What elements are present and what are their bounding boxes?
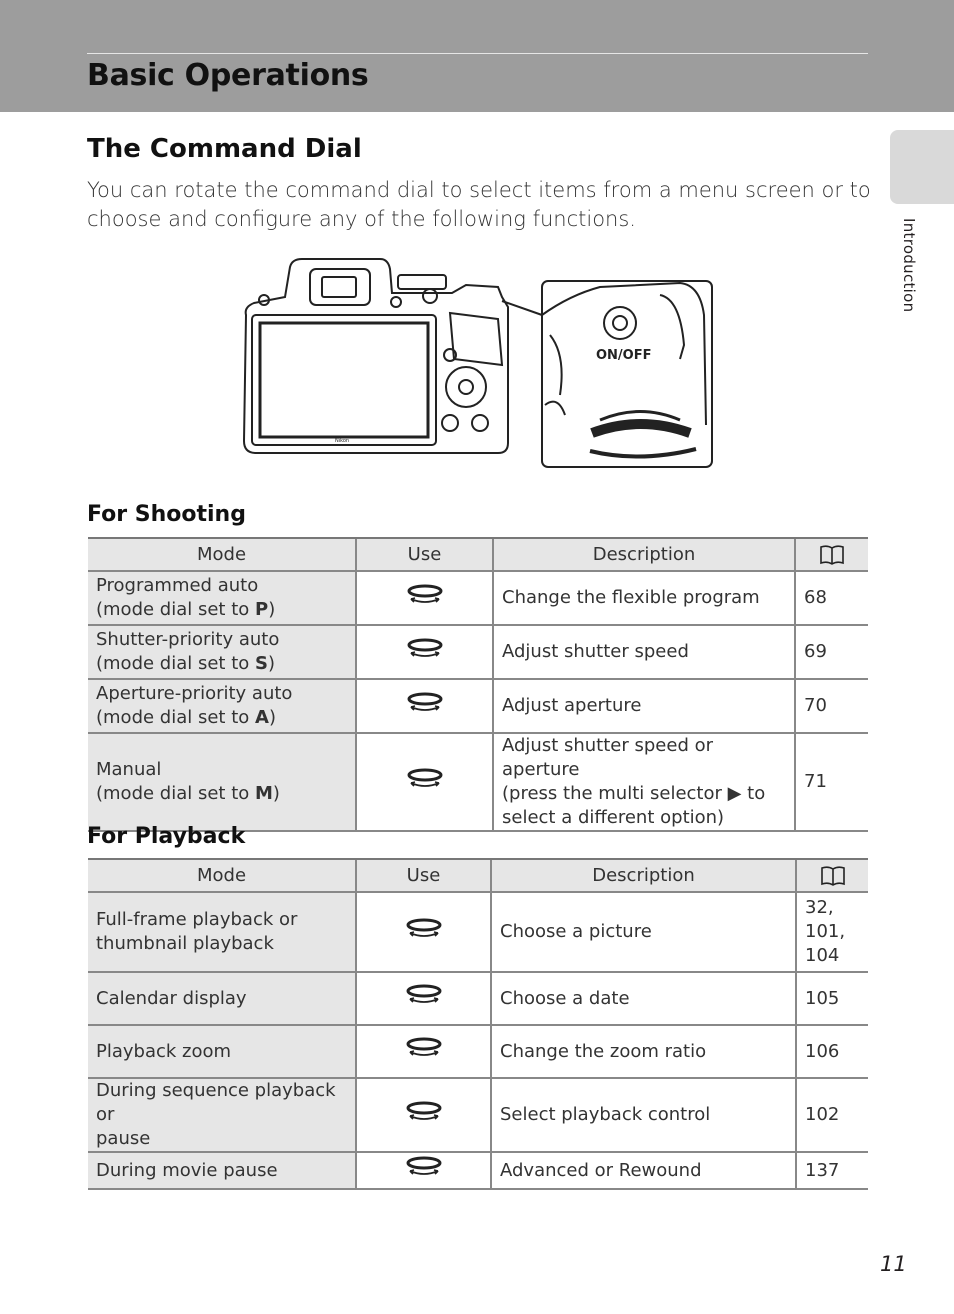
right-arrow-icon: ▶ bbox=[727, 783, 742, 804]
description-cell bbox=[493, 733, 795, 831]
reference-header bbox=[795, 538, 868, 571]
mode-text: (mode dial set to bbox=[96, 599, 255, 620]
page-line: 32, bbox=[805, 897, 834, 918]
mode-header: Mode bbox=[88, 538, 356, 571]
mode-cell bbox=[88, 679, 356, 733]
mode-cell bbox=[88, 1078, 356, 1152]
page-number: 11 bbox=[880, 1252, 907, 1276]
shooting-table bbox=[88, 537, 868, 832]
page-cell: 105 bbox=[796, 972, 868, 1025]
chapter-side-tab bbox=[890, 130, 954, 204]
description-text: (press the multi selector bbox=[502, 783, 728, 804]
chapter-title: Basic Operations bbox=[87, 58, 369, 93]
use-cell bbox=[356, 892, 491, 972]
power-button-label: ON/OFF bbox=[596, 348, 652, 363]
page-cell: 68 bbox=[795, 571, 868, 625]
book-icon bbox=[818, 544, 846, 566]
use-cell bbox=[356, 1078, 491, 1152]
mode-letter: A bbox=[255, 707, 269, 728]
mode-line: thumbnail playback bbox=[96, 933, 274, 954]
intro-paragraph: You can rotate the command dial to select items from a menu screen or to choose and configure any of the following functions. bbox=[87, 178, 871, 231]
mode-line: pause bbox=[96, 1128, 151, 1149]
mode-line bbox=[96, 598, 347, 622]
table-row bbox=[88, 1152, 868, 1189]
table-row bbox=[88, 571, 868, 625]
mode-line bbox=[96, 782, 347, 806]
table-row bbox=[88, 1025, 868, 1078]
header-band bbox=[0, 0, 954, 112]
mode-cell: During movie pause bbox=[88, 1152, 356, 1189]
book-icon bbox=[819, 865, 847, 887]
mode-text: ) bbox=[272, 783, 280, 804]
description-cell: Choose a date bbox=[491, 972, 796, 1025]
mode-letter: P bbox=[255, 599, 269, 620]
camera-illustration bbox=[240, 255, 715, 470]
description-cell: Adjust shutter speed bbox=[493, 625, 795, 679]
mode-letter: M bbox=[255, 783, 273, 804]
mode-line: Manual bbox=[96, 759, 162, 780]
page-cell: 70 bbox=[795, 679, 868, 733]
use-header: Use bbox=[356, 538, 493, 571]
description-cell: Change the zoom ratio bbox=[491, 1025, 796, 1078]
command-dial-icon bbox=[404, 915, 444, 943]
mode-cell bbox=[88, 892, 356, 972]
mode-cell bbox=[88, 625, 356, 679]
description-header: Description bbox=[493, 538, 795, 571]
mode-line: During sequence playback or bbox=[96, 1080, 336, 1125]
mode-header: Mode bbox=[88, 859, 356, 892]
command-dial-icon bbox=[405, 635, 445, 663]
description-cell: Adjust aperture bbox=[493, 679, 795, 733]
mode-line: Aperture-priority auto bbox=[96, 683, 293, 704]
use-cell bbox=[356, 679, 493, 733]
mode-text: (mode dial set to bbox=[96, 707, 255, 728]
description-header: Description bbox=[491, 859, 796, 892]
mode-cell: Playback zoom bbox=[88, 1025, 356, 1078]
page-cell: 137 bbox=[796, 1152, 868, 1189]
mode-text: ) bbox=[268, 707, 276, 728]
playback-header-row bbox=[88, 859, 868, 892]
page-cell bbox=[796, 892, 868, 972]
use-cell bbox=[356, 571, 493, 625]
mode-text: (mode dial set to bbox=[96, 653, 255, 674]
mode-cell: Calendar display bbox=[88, 972, 356, 1025]
page-cell: 102 bbox=[796, 1078, 868, 1152]
shooting-subtitle: For Shooting bbox=[87, 502, 246, 527]
mode-text: (mode dial set to bbox=[96, 783, 255, 804]
mode-line: Full-frame playback or bbox=[96, 909, 298, 930]
side-label-text: Introduction bbox=[900, 218, 918, 313]
header-rule bbox=[87, 53, 868, 54]
table-row bbox=[88, 972, 868, 1025]
mode-letter: S bbox=[255, 653, 268, 674]
shooting-header-row bbox=[88, 538, 868, 571]
description-cell: Choose a picture bbox=[491, 892, 796, 972]
command-dial-icon bbox=[404, 1098, 444, 1126]
mode-text: ) bbox=[268, 599, 276, 620]
use-cell bbox=[356, 1025, 491, 1078]
description-cell: Advanced or Rewound bbox=[491, 1152, 796, 1189]
description-cell: Select playback control bbox=[491, 1078, 796, 1152]
command-dial-icon bbox=[405, 765, 445, 793]
use-cell bbox=[356, 972, 491, 1025]
command-dial-icon bbox=[404, 981, 444, 1009]
table-row bbox=[88, 892, 868, 972]
page-cell: 69 bbox=[795, 625, 868, 679]
description-line bbox=[502, 782, 786, 806]
use-cell bbox=[356, 625, 493, 679]
mode-line: Shutter-priority auto bbox=[96, 629, 280, 650]
command-dial-icon bbox=[404, 1034, 444, 1062]
table-row bbox=[88, 1078, 868, 1152]
mode-line: Programmed auto bbox=[96, 575, 259, 596]
command-dial-icon bbox=[404, 1153, 444, 1181]
reference-header bbox=[796, 859, 868, 892]
side-label bbox=[888, 218, 928, 328]
use-cell bbox=[356, 1152, 491, 1189]
mode-text: ) bbox=[267, 653, 275, 674]
page-cell: 106 bbox=[796, 1025, 868, 1078]
command-dial-icon bbox=[405, 581, 445, 609]
table-row bbox=[88, 679, 868, 733]
mode-line bbox=[96, 706, 347, 730]
use-header: Use bbox=[356, 859, 491, 892]
description-text: to bbox=[741, 783, 766, 804]
table-row bbox=[88, 733, 868, 831]
section-title: The Command Dial bbox=[87, 134, 362, 164]
mode-line bbox=[96, 652, 347, 676]
command-dial-icon bbox=[405, 689, 445, 717]
brand-text: Nikon bbox=[335, 438, 350, 444]
use-cell bbox=[356, 733, 493, 831]
table-row bbox=[88, 625, 868, 679]
page-line: 104 bbox=[805, 945, 840, 966]
playback-subtitle: For Playback bbox=[87, 824, 246, 849]
page-cell: 71 bbox=[795, 733, 868, 831]
description-line: Adjust shutter speed or aperture bbox=[502, 735, 714, 780]
mode-cell bbox=[88, 733, 356, 831]
mode-cell bbox=[88, 571, 356, 625]
playback-table bbox=[88, 858, 868, 1190]
description-line: select a different option) bbox=[502, 807, 725, 828]
description-cell: Change the flexible program bbox=[493, 571, 795, 625]
page-line: 101, bbox=[805, 921, 846, 942]
